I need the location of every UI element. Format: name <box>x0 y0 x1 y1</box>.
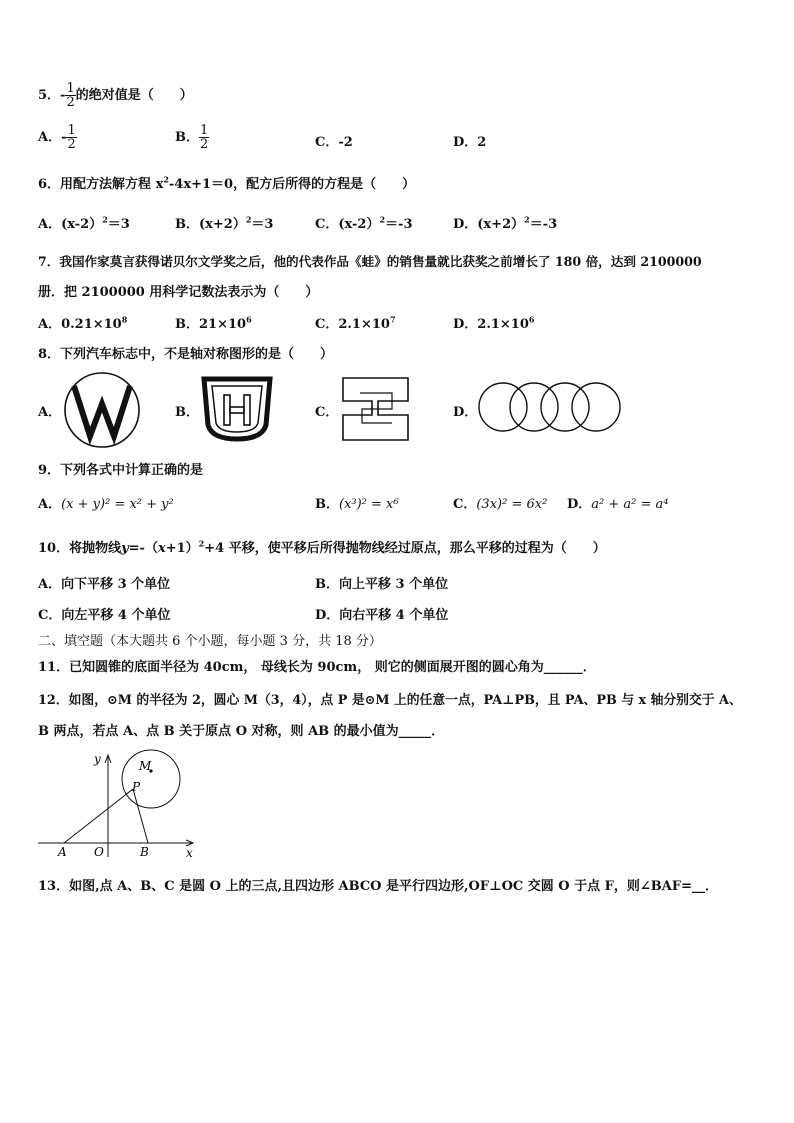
block-logo <box>340 375 412 443</box>
q9-stem: 9．下列各式中计算正确的是 <box>38 463 204 478</box>
three-rings-logo <box>476 381 624 433</box>
fig-label-x: x <box>186 846 193 860</box>
fig-label-B: B <box>140 845 149 859</box>
fraction: $\frac{1}{2}$ <box>67 123 76 152</box>
q11-stem: 11．已知圆锥的底面半径为 40cm， 母线长为 90cm， 则它的侧面展开图的圆心角为______． <box>38 660 596 675</box>
q8-option-d-label: D． <box>453 405 478 420</box>
q7-stem-line2: 册．把 2100000 用科学记数法表示为（ ） <box>38 285 319 300</box>
q10-option-a: A．向下平移 3 个单位 <box>38 577 171 592</box>
honda-logo <box>200 375 274 443</box>
q6-stem: 6．用配方法解方程 $x^2-4x+1=0$，配方后所得的方程是（ ） <box>38 174 416 192</box>
q10-stem: 10．将抛物线$y=-(x+1)^2+4$ 平移，使平移后所得抛物线经过原点，那么平移的过程为（ ） <box>38 538 606 556</box>
q6-option-c: C．(x-2）$^2$＝-3 <box>315 214 413 232</box>
q7-option-c: C．$2.1\times 10^7$ <box>315 314 396 332</box>
q5-option-d: D．2 <box>453 135 487 150</box>
fig-label-M: M <box>139 759 152 773</box>
q6-option-d: D．(x+2）$^2$＝-3 <box>453 214 558 232</box>
fig-label-P: P <box>132 780 141 794</box>
q10-option-b: B．向上平移 3 个单位 <box>315 577 449 592</box>
q5-option-b: B． $\frac{1}{2}$ <box>175 123 209 152</box>
fig-label-y: y <box>94 752 101 766</box>
fraction: $\frac{1}{2}$ <box>200 123 209 152</box>
q10-option-d: D．向右平移 4 个单位 <box>315 608 449 623</box>
q7-option-a: A．$0.21\times 10^8$ <box>38 314 128 332</box>
q5-stem: 5．- $\frac{1}{2}$ 的绝对值是（ ） <box>38 81 193 110</box>
q8-stem: 8．下列汽车标志中，不是轴对称图形的是（ ） <box>38 347 334 362</box>
q9-option-a: A．(x + y)² = x² + y² <box>38 497 174 512</box>
q6-option-a: A．(x-2）$^2$＝3 <box>38 214 130 232</box>
q5-option-a: A．- $\frac{1}{2}$ <box>38 123 76 152</box>
q13-stem: 13．如图,点 A、B、C 是圆 O 上的三点,且四边形 ABCO 是平行四边形,OF⊥OC 交圆 O 于点 F，则∠BAF=__． <box>38 879 719 894</box>
fraction: $\frac{1}{2}$ <box>66 81 75 110</box>
q9-option-b: B．(x³)² = x⁶ <box>315 497 399 512</box>
q9-option-c: C．(3x)² = 6x² <box>453 497 548 512</box>
fig-label-A: A <box>58 845 67 859</box>
q12-stem-line2: B 两点，若点 A、点 B 关于原点 O 对称，则 AB 的最小值为_____． <box>38 724 445 739</box>
q7-option-b: B．$21\times 10^6$ <box>175 314 252 332</box>
q9-option-d: D．a² + a² = a⁴ <box>567 497 669 512</box>
q8-option-c-label: C． <box>315 405 339 420</box>
q5-option-c: C．-2 <box>315 135 353 150</box>
q12-stem-line1: 12．如图，⊙M 的半径为 2，圆心 M（3，4），点 P 是⊙M 上的任意一点，PA⊥PB，且 PA、PB 与 x 轴分别交于 A、 <box>38 693 742 708</box>
fig-label-O: O <box>94 845 104 859</box>
q6-option-b: B．(x+2）$^2$＝3 <box>175 214 274 232</box>
q7-stem-line1: 7．我国作家莫言获得诺贝尔文学奖之后，他的代表作品《蛙》的销售量就比获奖之前增长了 180 倍，达到 2100000 <box>38 254 702 269</box>
q7-option-d: D．$2.1\times 10^6$ <box>453 314 535 332</box>
q8-option-b-label: B． <box>175 405 199 420</box>
q8-option-a-label: A． <box>38 405 62 420</box>
q10-option-c: C．向左平移 4 个单位 <box>38 608 171 623</box>
section-heading: 二、填空题（本大题共 6 个小题，每小题 3 分，共 18 分） <box>38 634 382 649</box>
q12-figure <box>36 745 206 863</box>
volkswagen-logo <box>62 370 142 450</box>
